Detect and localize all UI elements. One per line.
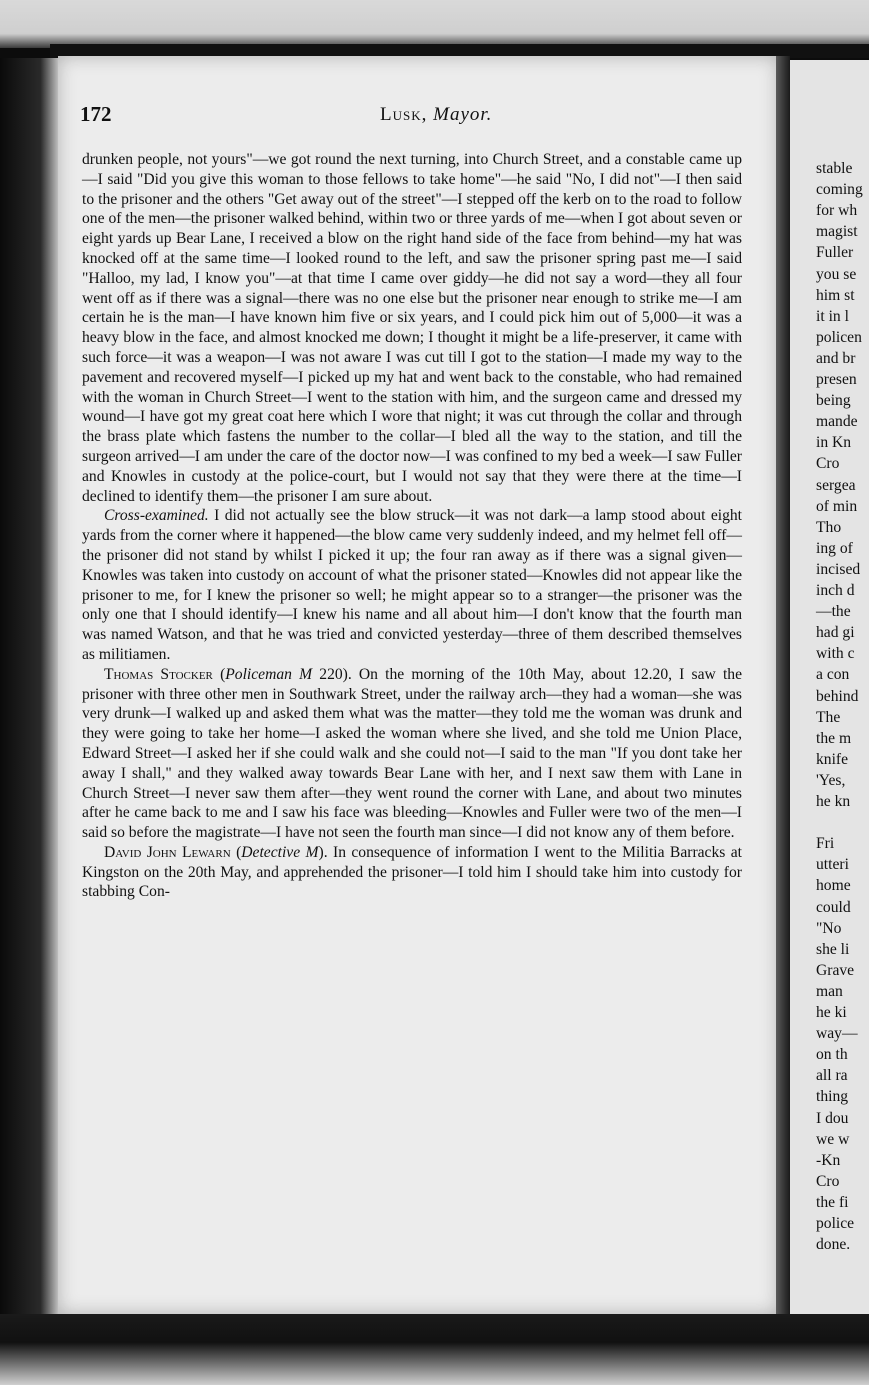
facing-page-fragment: Cro xyxy=(816,455,840,473)
facing-page-fragment: mande xyxy=(816,413,858,431)
facing-page-fragment: utteri xyxy=(816,856,849,874)
facing-page-fragment: with c xyxy=(816,645,855,663)
facing-page-fragment: 'Yes, xyxy=(816,771,846,789)
facing-page-fragment: behind xyxy=(816,687,859,705)
facing-page-fragment: man xyxy=(816,982,843,1000)
facing-page-fragment: police xyxy=(816,1215,855,1232)
facing-page-fragment: knife xyxy=(816,750,849,768)
facing-page-fragment: it in l xyxy=(816,307,849,325)
facing-page-fragment: home xyxy=(816,877,851,895)
book-gutter xyxy=(776,56,790,1314)
facing-page-fragment: ing of xyxy=(816,539,853,557)
facing-page-fragment: coming xyxy=(816,181,863,199)
running-head-title: Mayor. xyxy=(433,104,493,125)
facing-page-fragment: policen xyxy=(816,328,862,346)
body-paragraph xyxy=(82,506,742,664)
facing-page-fragment: -Kn xyxy=(816,1151,841,1169)
facing-page-fragment: you se xyxy=(816,265,857,283)
facing-page-fragment: of min xyxy=(816,497,858,515)
paragraph-segment: Detective M xyxy=(241,843,319,861)
facing-page-fragment: being xyxy=(816,392,851,410)
paragraph-segment: Cross-examined. xyxy=(104,507,209,525)
body-paragraph xyxy=(82,665,742,843)
facing-page-fragment: Cro xyxy=(816,1172,840,1190)
facing-page-fragment: —the xyxy=(816,603,851,621)
paragraph-segment: 220). On the morning of the 10th May, about 12.20, I saw the prisoner with three other men in Southwark Street, under the railway arch—they had a woman—she was very drunk—I walked up and asked them what was the matter—they told me the woman was drunk and they were going to take her home—I asked the woman where she lived, and she told me Union Place, Edward Street—I asked her if she could walk and she could not—I said to the man "If you dont take her away I shall," and they walked away towards Bear Lane with her, and I next saw them with Lane in Church Street—I never saw them after—they went round the corner with Lane, and about two minutes after he came back to me and I saw his face was bleeding—Knowles and Fuller were two of the men—I said so before the magistrate—I have not seen the fourth man since—I did not know any of them before. xyxy=(82,665,743,842)
paragraph-segment: ). In consequence of information I went to the Militia Barracks at Kingston on the 20th May, and apprehended the prisoner—I told him I should take him into custody for stabbing Con- xyxy=(82,843,742,901)
facing-page-fragment: inch d xyxy=(816,582,855,599)
facing-page-fragment: done. xyxy=(816,1236,851,1254)
paragraph-segment: drunken people, not yours"—we got round the next turning, into Church Street, and a constable came up—I said "Did you give this woman to those fellows to take home"—he said "No, I did not"—I then said to the prisoner and the others "Get away out of the street"—I stepped off the kerb on to the road to follow one of the men—the prisoner walked behind, within two or three yards of me—when I got about seven or eight yards up Bear Lane, I received a blow on the right hand side of the face from behind—my hat was knocked off at the same time—I looked round to the left, and saw the prisoner spring past me—I said "Halloo, my lad, I know you"—at that time I came over giddy—he did not say a word—they all four went off as if there was a signal—there was no one else but the prisoner near enough to strike me—I am certain he is the man—I have known him five or six years, and I could pick him out of 5,000—it was a heavy blow in the face, and almost knocked me down; I thought it might be a life-preserver, it came with such force—it was a weapon—I was not aware I was cut till I got to the station—I made my way to the pavement and recovered myself—I picked up my hat and went back to the constable, who had remained with the woman in Church Street—I went to the station with him, and the surgeon came and dressed my wound—I have got my great coat here which I wore that night; it was cut through the collar and through the brass plate which fastens the number to the collar—I bled all the way to the station, and till the surgeon arrived—I am under the care of the doctor now—I was confined to my bed a week—I saw Fuller and Knowles in custody at the police-court, but I would not say that they were there at the time—I declined to identify them—the prisoner I am sure about. xyxy=(82,151,742,505)
scan-left-edge xyxy=(0,58,58,1314)
facing-page-fragment: Fri xyxy=(816,835,835,853)
facing-page-fragment: sergea xyxy=(816,476,856,494)
facing-page-fragment: way— xyxy=(816,1025,858,1043)
facing-page-edge xyxy=(790,60,869,1318)
running-head xyxy=(380,104,492,126)
facing-page-fragment: stable xyxy=(816,160,853,177)
paragraph-segment: Thomas Stocker xyxy=(104,665,213,683)
facing-page-fragment: Tho xyxy=(816,518,842,536)
facing-page-fragment: he kn xyxy=(816,793,851,810)
facing-page-fragment: on th xyxy=(816,1046,848,1064)
body-paragraph xyxy=(82,843,742,902)
facing-page-fragment: the m xyxy=(816,729,852,747)
facing-page-fragment: and br xyxy=(816,349,856,367)
facing-page-fragment: for wh xyxy=(816,202,858,220)
facing-page-fragment: presen xyxy=(816,371,857,388)
facing-page-fragment: "No xyxy=(816,919,842,937)
page-header xyxy=(80,102,740,132)
scan-top-margin xyxy=(0,0,869,48)
page-number: 172 xyxy=(80,102,112,126)
facing-page-fragment: Grave xyxy=(816,961,855,979)
facing-page-fragment: Fuller xyxy=(816,244,854,262)
facing-page-fragment: The xyxy=(816,708,841,726)
paragraph-segment: ( xyxy=(212,665,226,683)
facing-page-fragment: him st xyxy=(816,286,855,304)
paragraph-segment: Policeman M xyxy=(225,665,313,683)
facing-page-fragment: the fi xyxy=(816,1193,849,1211)
paragraph-segment: David John Lewarn xyxy=(104,843,231,861)
facing-page-fragment: thing xyxy=(816,1088,849,1106)
facing-page-fragment: in Kn xyxy=(816,434,852,452)
facing-page-fragment: all ra xyxy=(816,1067,848,1085)
facing-page-fragment: we w xyxy=(816,1130,850,1148)
facing-page-fragment: he ki xyxy=(816,1004,847,1021)
body-paragraph xyxy=(82,150,742,506)
facing-page-fragment: she li xyxy=(816,940,850,958)
facing-page-fragment: a con xyxy=(816,666,850,684)
facing-page-fragment: incised xyxy=(816,560,861,578)
running-head-name: Lusk, xyxy=(380,104,428,125)
paragraph-segment: I did not actually see the blow struck—it was not dark—a lamp stood about eight yards from the corner where it happened—the blow came very suddenly indeed, and my helmet fell off—the prisoner did not stand by whilst I picked it up; the four ran away as if there was a signal given—Knowles was taken into custody on account of what the prisoner stated—Knowles did not appear like the prisoner to me, for I knew the prisoner so well; he might appear so to a stranger—the prisoner was the only one that I should identify—I knew his name and all about him—I don't know that the fourth man was named Watson, and that he was tried and convicted yesterday—three of them described themselves as militiamen. xyxy=(82,507,742,663)
facing-page-fragment: I dou xyxy=(816,1109,849,1127)
facing-page-fragment: had gi xyxy=(816,624,855,642)
page-body-text xyxy=(82,150,742,902)
facing-page-fragment: could xyxy=(816,898,851,916)
facing-page-fragment: magist xyxy=(816,223,858,241)
paragraph-segment: ( xyxy=(230,843,242,861)
scan-bottom-margin xyxy=(0,1314,869,1385)
